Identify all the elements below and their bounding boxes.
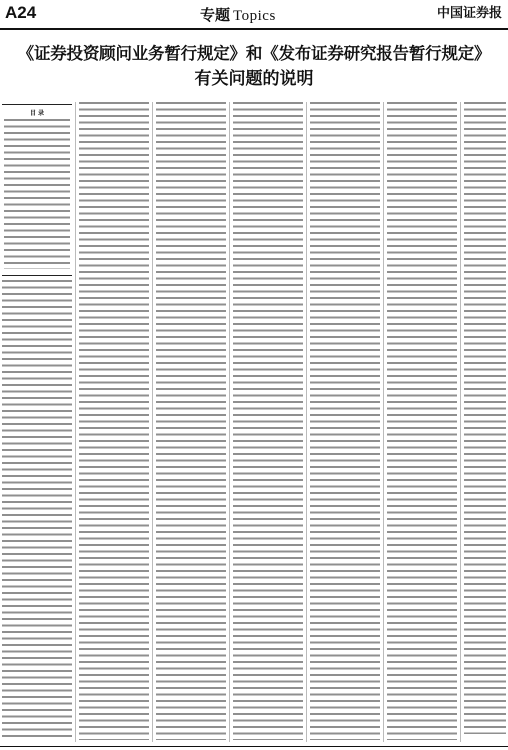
article-title: 《证券投资顾问业务暂行规定》和《发布证券研究报告暂行规定》 bbox=[17, 44, 491, 63]
column-divider bbox=[460, 102, 461, 742]
page-header bbox=[0, 0, 508, 30]
text-column-3 bbox=[156, 102, 226, 740]
text-column-7 bbox=[464, 102, 506, 734]
toc-entries bbox=[4, 119, 70, 269]
column-divider bbox=[152, 102, 153, 742]
column-divider bbox=[229, 102, 230, 742]
column-divider bbox=[383, 102, 384, 742]
newspaper-masthead: 中国证券报 bbox=[436, 6, 502, 21]
table-of-contents bbox=[2, 104, 72, 276]
toc-title: 目 录 bbox=[29, 110, 45, 117]
column-divider bbox=[306, 102, 307, 742]
article-subtitle: 有关问题的说明 bbox=[194, 69, 314, 89]
bottom-rule bbox=[0, 746, 508, 747]
section-name-cn: 专题 bbox=[200, 6, 231, 24]
section-name-en: Topics bbox=[233, 8, 276, 24]
page-number: A24 bbox=[5, 3, 37, 22]
text-column-5 bbox=[310, 102, 380, 740]
text-column-2 bbox=[79, 102, 149, 740]
column-divider bbox=[75, 102, 76, 742]
text-column-1 bbox=[2, 280, 72, 740]
section-label bbox=[200, 4, 276, 25]
text-column-6 bbox=[387, 102, 457, 740]
text-column-4 bbox=[233, 102, 303, 740]
